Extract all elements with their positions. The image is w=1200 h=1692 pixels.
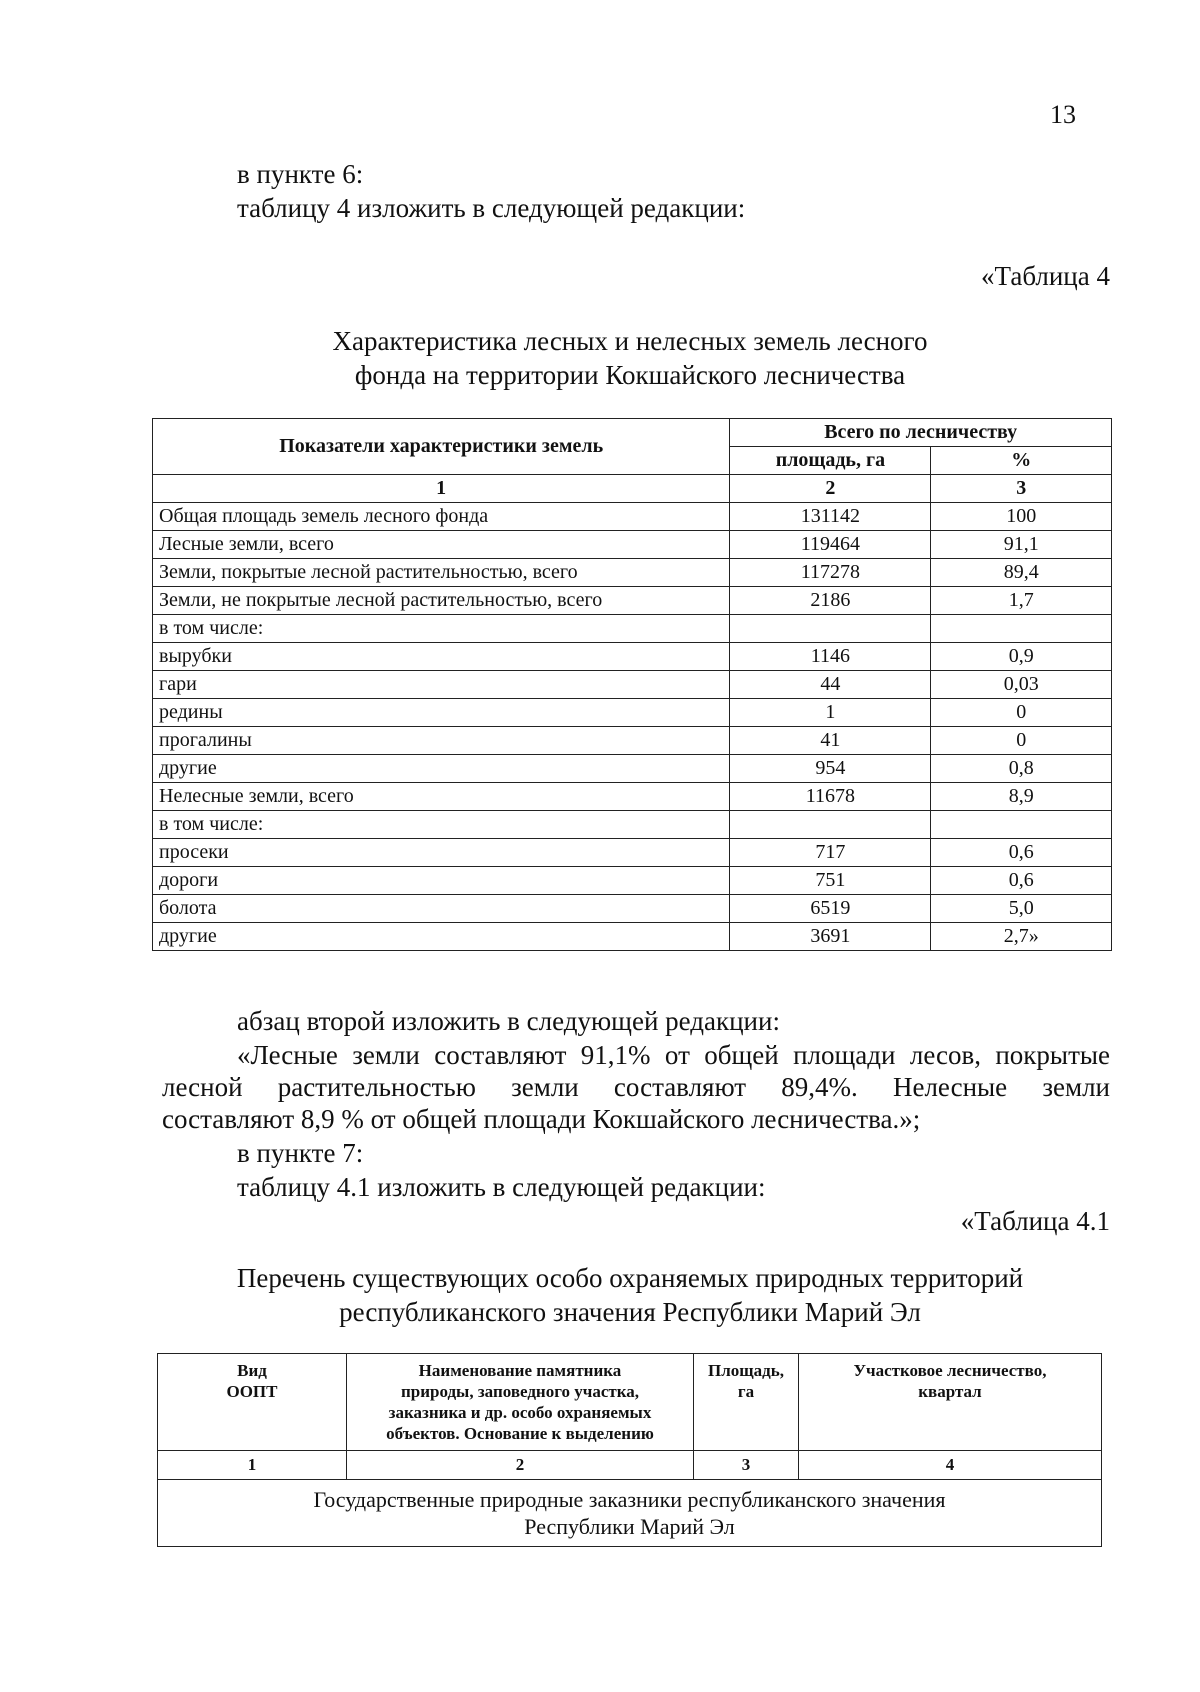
intro-line-2: таблицу 4 изложить в следующей редакции: [237, 193, 746, 223]
table4-cell-area: 44 [730, 671, 931, 699]
table4-cell-percent: 2,7» [931, 923, 1112, 951]
table4-row [153, 615, 1112, 643]
table4-header-percent: % [931, 447, 1112, 475]
table41-header-forestry-line: Участковое лесничество, [853, 1361, 1047, 1380]
table4-cell-percent: 0 [931, 727, 1112, 755]
table41-title-line-2: республиканского значения Республики Марий Эл [339, 1297, 921, 1327]
page-number: 13 [1050, 100, 1076, 129]
table4-row [153, 811, 1112, 839]
table4-cell-indicator: другие [153, 755, 730, 783]
table4-cell-area: 954 [730, 755, 931, 783]
table4-cell-percent: 0,9 [931, 643, 1112, 671]
table4-cell-indicator: болота [153, 895, 730, 923]
paragraph-line-1: абзац второй изложить в следующей редакции: [237, 1006, 780, 1036]
table41-col-number: 1 [158, 1451, 347, 1480]
table4-cell-area: 117278 [730, 559, 931, 587]
table4-cell-area: 41 [730, 727, 931, 755]
table41-header-name-line: объектов. Основание к выделению [386, 1424, 654, 1443]
table4-cell-percent: 0,6 [931, 867, 1112, 895]
paragraph-line-2: «Лесные земли составляют 91,1% от общей площади лесов, покрытые [237, 1040, 1110, 1070]
table41-col-number: 4 [799, 1451, 1102, 1480]
table4-row [153, 503, 1112, 531]
table4-col-number: 1 [153, 475, 730, 503]
table4-cell-area: 11678 [730, 783, 931, 811]
table41-header-forestry [799, 1354, 1102, 1451]
table4-cell-indicator: просеки [153, 839, 730, 867]
table4-cell-percent: 100 [931, 503, 1112, 531]
table4-row [153, 895, 1112, 923]
table4-cell-indicator: Земли, покрытые лесной растительностью, всего [153, 559, 730, 587]
table41-col-number: 2 [347, 1451, 694, 1480]
table41-title-line-1: Перечень существующих особо охраняемых природных территорий [236, 1263, 1024, 1293]
table4-row [153, 783, 1112, 811]
table41 [157, 1353, 1102, 1547]
table4-cell-indicator: Земли, не покрытые лесной растительностью, всего [153, 587, 730, 615]
table4-cell-indicator: дороги [153, 867, 730, 895]
table4-cell-percent [931, 615, 1112, 643]
table4-cell-area: 6519 [730, 895, 931, 923]
table4-header-total: Всего по лесничеству [730, 419, 1112, 447]
table4-row [153, 923, 1112, 951]
table41-header-name-line: заказника и др. особо охраняемых [388, 1403, 652, 1422]
table4-cell-percent: 0,8 [931, 755, 1112, 783]
table41-header-area [694, 1354, 799, 1451]
table4-cell-area: 717 [730, 839, 931, 867]
table4-cell-area: 119464 [730, 531, 931, 559]
table4-cell-percent: 5,0 [931, 895, 1112, 923]
table4-cell-percent: 1,7 [931, 587, 1112, 615]
table4-cell-percent: 89,4 [931, 559, 1112, 587]
table4-cell-percent [931, 811, 1112, 839]
table41-section-line: Государственные природные заказники республиканского значения [313, 1487, 946, 1512]
table4-cell-area: 1146 [730, 643, 931, 671]
table4-header-area: площадь, га [730, 447, 931, 475]
table4-title-line-1: Характеристика лесных и нелесных земель лесного [332, 326, 928, 356]
table4-cell-indicator: в том числе: [153, 811, 730, 839]
table4-cell-indicator: Нелесные земли, всего [153, 783, 730, 811]
table4-row [153, 727, 1112, 755]
table4-row [153, 559, 1112, 587]
paragraph-line-3: лесной растительностью земли составляют 89,4%. Нелесные земли [162, 1072, 1110, 1102]
table4-header-indicator: Показатели характеристики земель [153, 419, 730, 475]
table4 [152, 418, 1112, 951]
table41-header-type [158, 1354, 347, 1451]
table4-cell-indicator: Общая площадь земель лесного фонда [153, 503, 730, 531]
table4-cell-indicator: в том числе: [153, 615, 730, 643]
paragraph-line-6: таблицу 4.1 изложить в следующей редакции: [237, 1172, 766, 1202]
table4-cell-area: 131142 [730, 503, 931, 531]
table41-header-type-line: Вид [237, 1361, 267, 1380]
paragraph-line-5: в пункте 7: [237, 1138, 364, 1168]
table4-row [153, 587, 1112, 615]
paragraph-line-4: составляют 8,9 % от общей площади Кокшайского лесничества.»; [162, 1104, 921, 1134]
table4-body [153, 503, 1112, 951]
table4-row [153, 867, 1112, 895]
table4-row [153, 643, 1112, 671]
table41-header-forestry-line: квартал [918, 1382, 982, 1401]
table4-cell-indicator: редины [153, 699, 730, 727]
table4-row [153, 671, 1112, 699]
table41-header-name [347, 1354, 694, 1451]
table4-cell-area: 751 [730, 867, 931, 895]
table41-section-row [158, 1480, 1102, 1547]
table4-cell-indicator: Лесные земли, всего [153, 531, 730, 559]
table4-row [153, 755, 1112, 783]
table4-cell-percent: 0,6 [931, 839, 1112, 867]
intro-line-1: в пункте 6: [237, 159, 364, 189]
table4-title-line-2: фонда на территории Кокшайского лесничества [354, 360, 906, 390]
table4-row [153, 839, 1112, 867]
table41-header-area-line: га [737, 1382, 755, 1401]
table41-header-type-line: ООПТ [226, 1382, 278, 1401]
table4-col-number: 2 [730, 475, 931, 503]
table41-header-name-line: Наименование памятника [418, 1361, 622, 1380]
table4-row [153, 699, 1112, 727]
table4-cell-percent: 8,9 [931, 783, 1112, 811]
table41-label: «Таблица 4.1 [960, 1206, 1110, 1236]
table41-header-name-line: природы, заповедного участка, [400, 1382, 640, 1401]
table4-cell-area: 3691 [730, 923, 931, 951]
table4-cell-indicator: прогалины [153, 727, 730, 755]
table4-row [153, 531, 1112, 559]
table4-cell-percent: 0 [931, 699, 1112, 727]
table4-cell-area [730, 811, 931, 839]
table4-cell-indicator: другие [153, 923, 730, 951]
table4-cell-indicator: вырубки [153, 643, 730, 671]
table4-cell-area [730, 615, 931, 643]
table41-header-area-line: Площадь, [708, 1361, 784, 1380]
table4-cell-area: 1 [730, 699, 931, 727]
table41-section-line: Республики Марий Эл [524, 1514, 735, 1539]
table41-col-number: 3 [694, 1451, 799, 1480]
table4-cell-percent: 0,03 [931, 671, 1112, 699]
table4-cell-percent: 91,1 [931, 531, 1112, 559]
table4-cell-area: 2186 [730, 587, 931, 615]
table4-cell-indicator: гари [153, 671, 730, 699]
table4-label: «Таблица 4 [981, 261, 1110, 291]
table4-col-number: 3 [931, 475, 1112, 503]
